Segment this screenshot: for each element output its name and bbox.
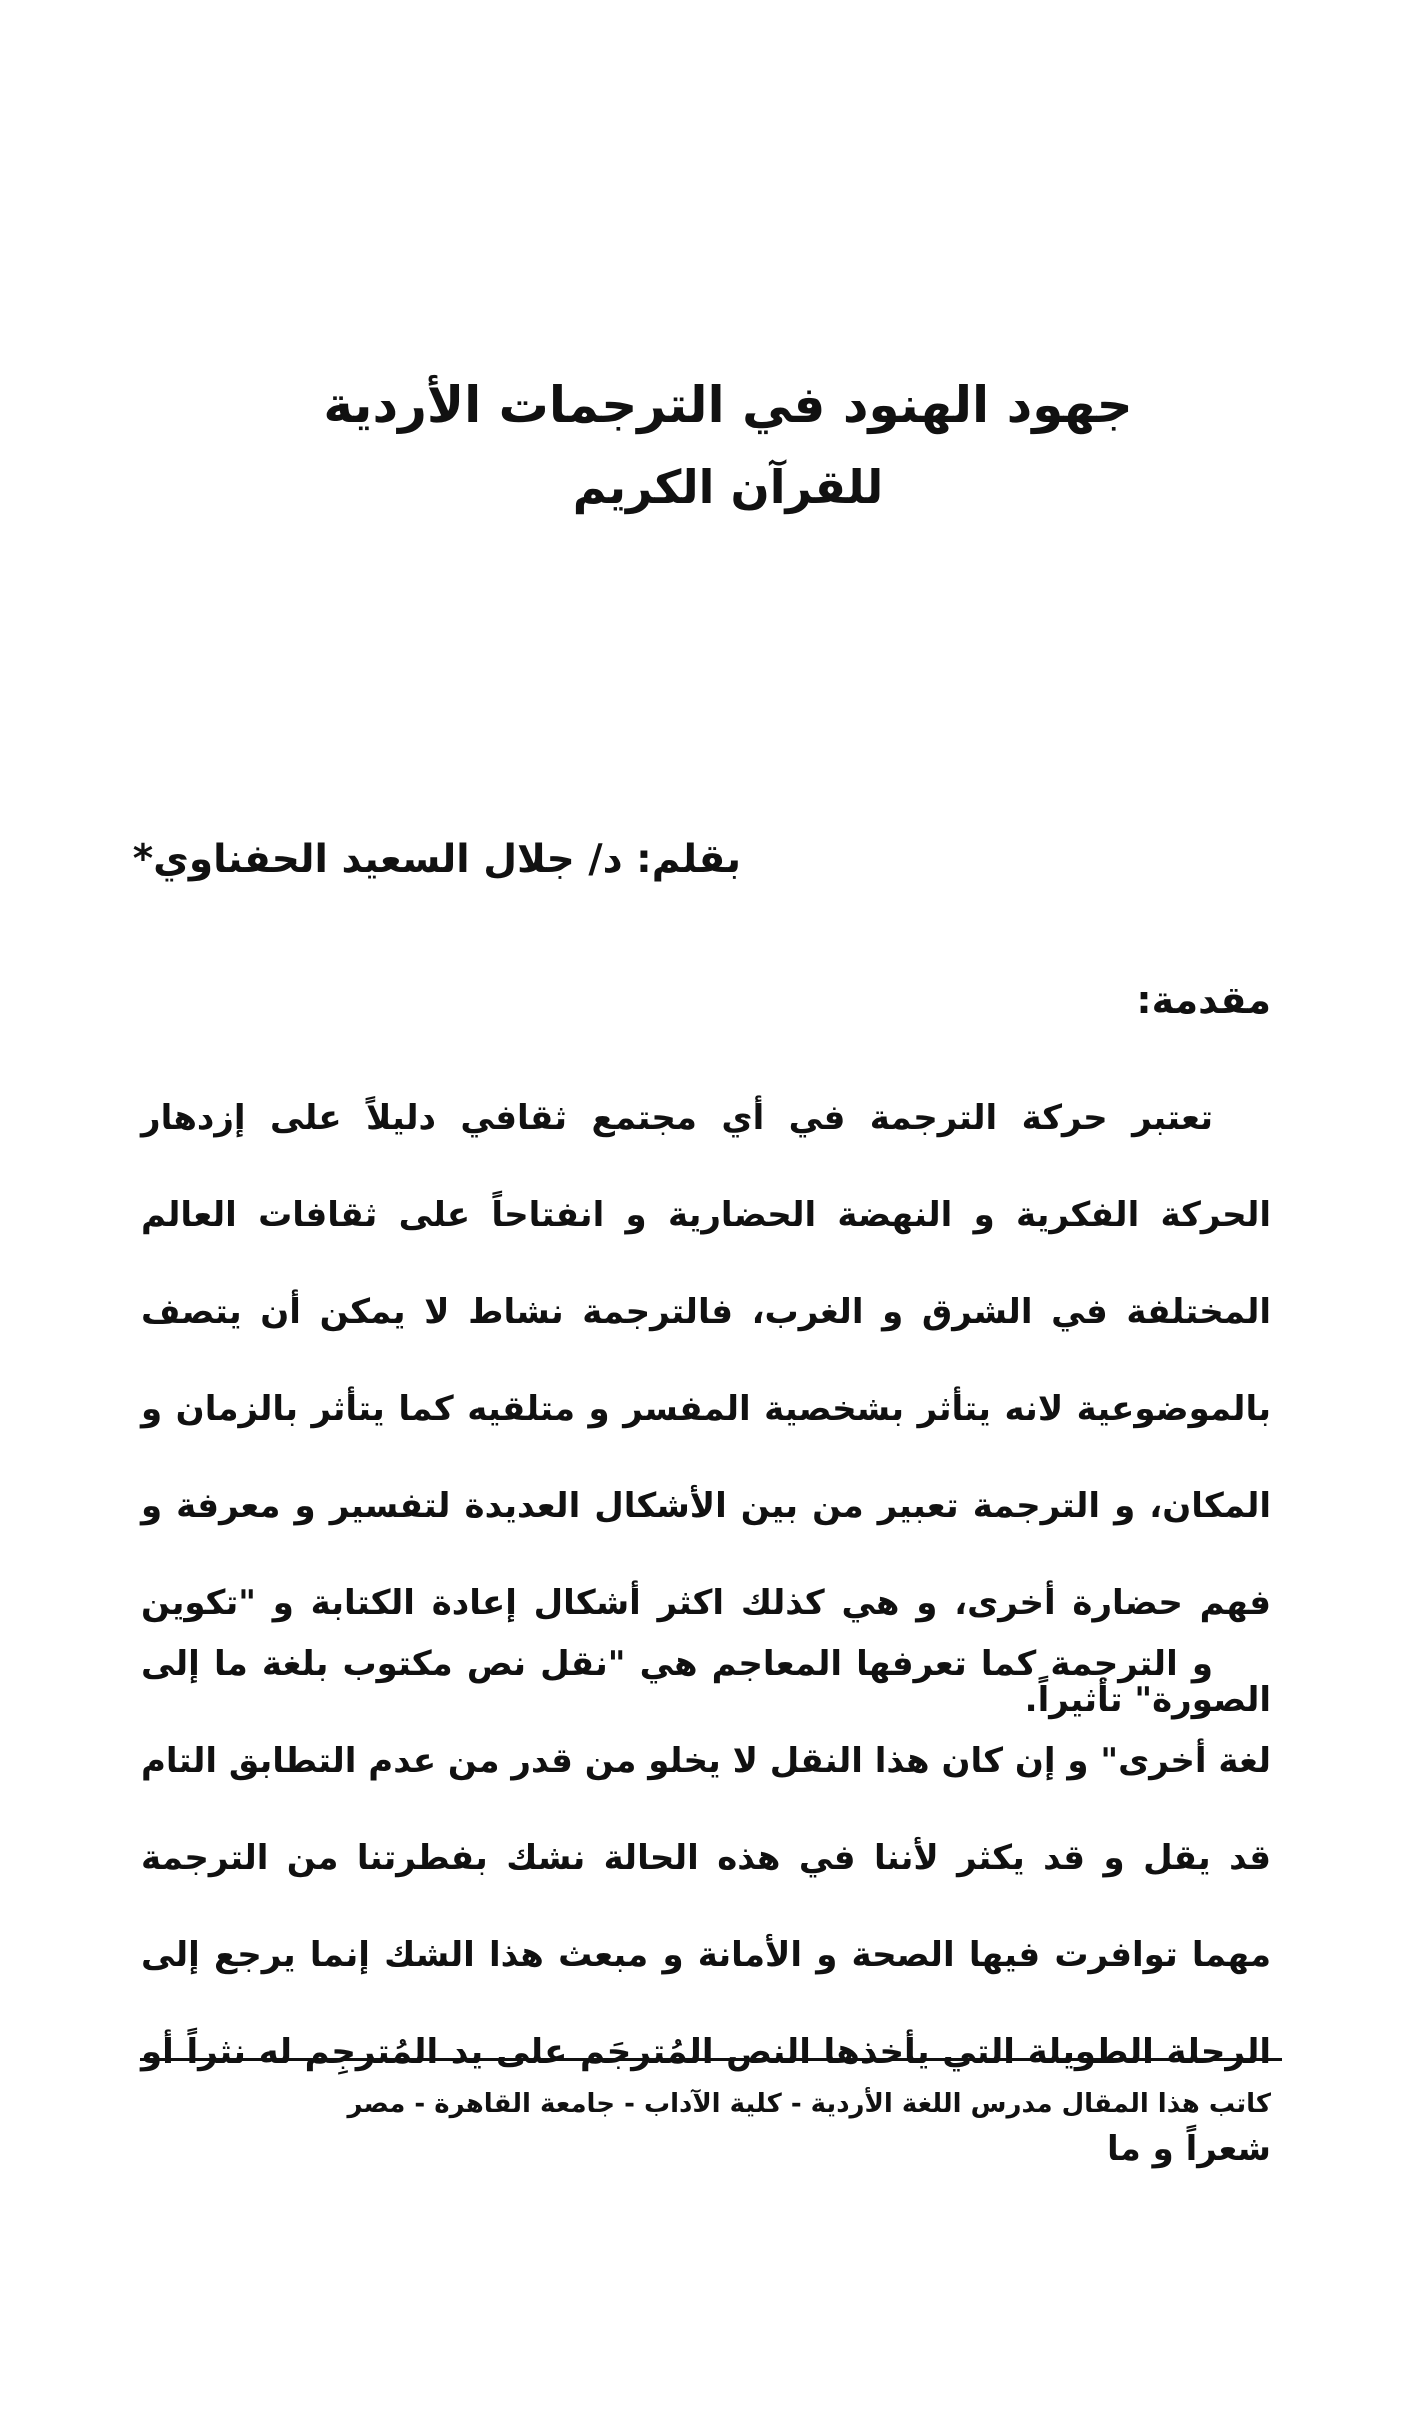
paragraph-text: تعتبر حركة الترجمة في أي مجتمع ثقافي دليلاً على إزدهار الحركة الفكرية و النهضة الحضارية و انفتاحاً على ثقافات العالم المختلفة في الشرق و الغرب، فالترجمة نشاط لا يمكن أن يتصف بالموضوعية لانه يتأثر بشخصية المفسر و متلقيه كما يتأثر بالزمان و المكان، و الترجمة تعبير من بين الأشكال العديدة لتفسير و معرفة و فهم حضارة أخرى، و هي كذلك اكثر أشكال إعادة الكتابة و "تكوين الصورة" تأثيراً.	[141, 1098, 1271, 1720]
section-heading-introduction: مقدمة:	[1136, 978, 1271, 1022]
page-subtitle: للقرآن الكريم	[572, 460, 884, 514]
title-block	[0, 370, 1411, 522]
page-title: جهود الهنود في الترجمات الأردية	[323, 376, 1133, 434]
footnote-divider	[140, 2058, 1282, 2061]
author-byline: بقلم: د/ جلال السعيد الحفناوي*	[132, 837, 741, 882]
paragraph-text: و الترجمة كما تعرفها المعاجم هي "نقل نص مكتوب بلغة ما إلى لغة أخرى" و إن كان هذا النقل لا يخلو من قدر من عدم التطابق التام قد يقل و قد يكثر لأننا في هذه الحالة نشك بفطرتنا من الترجمة مهما توافرت فيها الصحة و الأمانة و مبعث هذا الشك إنما يرجع إلى الرحلة الطويلة التي يأخذها النص المُترجَم على يد المُترجِم له نثراً أو شعراً و ما	[141, 1644, 1271, 2169]
footnote: كاتب هذا المقال مدرس اللغة الأردية - كلية الآداب - جامعة القاهرة - مصر	[347, 2089, 1271, 2119]
